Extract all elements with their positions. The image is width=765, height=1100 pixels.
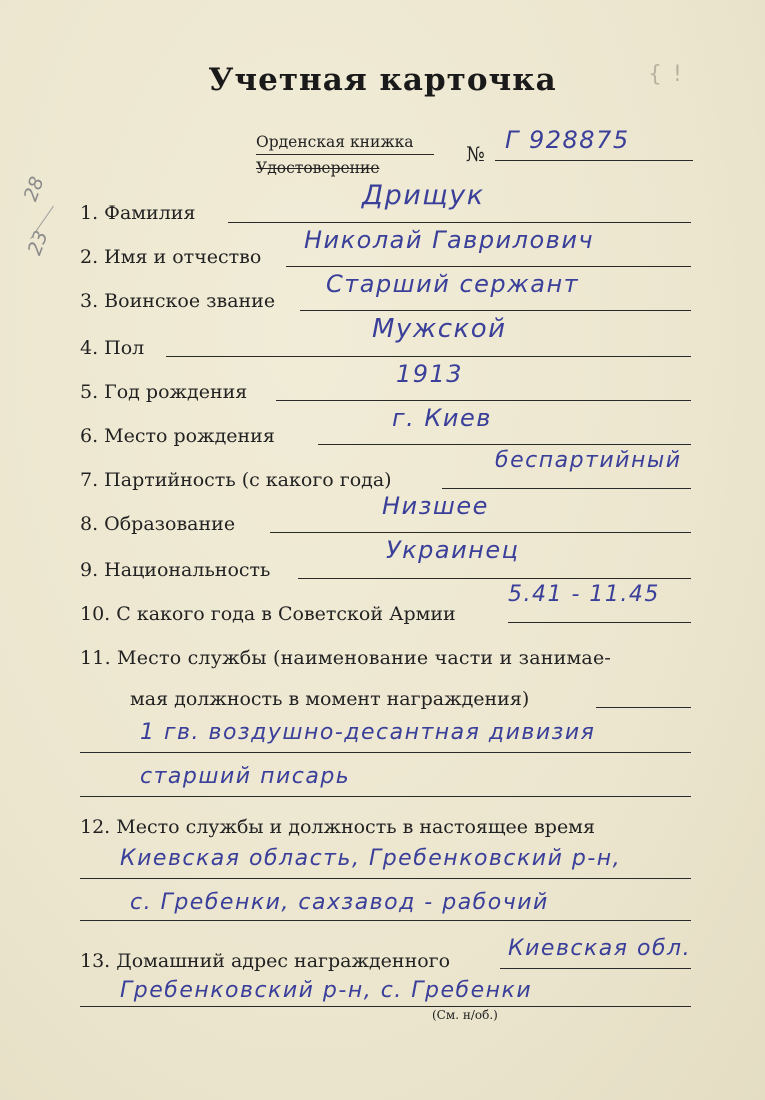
field-12-line1 — [80, 878, 691, 879]
field-11-value-line1[interactable]: 1 гв. воздушно-десантная дивизия — [140, 720, 596, 745]
card-title: Учетная карточка — [208, 62, 557, 98]
field-2-line — [286, 266, 691, 267]
field-3-label: 3. Воинское звание — [80, 290, 276, 312]
corner-stamp: { ! — [648, 62, 684, 87]
field-1-value[interactable]: Дрищук — [362, 180, 485, 211]
footer-see-reverse: (См. н/об.) — [432, 1008, 498, 1022]
field-11-line1 — [80, 752, 691, 753]
field-11-label-line — [596, 707, 691, 708]
doc-type-certificate: Удостоверение — [256, 159, 380, 177]
field-8-label: 8. Образование — [80, 513, 236, 535]
field-4-value[interactable]: Мужской — [372, 314, 507, 344]
field-11-label-line2: мая должность в момент награждения) — [130, 688, 530, 710]
margin-note-top: 28 — [19, 173, 49, 205]
field-3-line — [300, 310, 691, 311]
doc-type-underline — [256, 154, 434, 155]
field-12-line2 — [80, 920, 691, 921]
number-label: № — [466, 142, 485, 166]
field-5-value[interactable]: 1913 — [396, 360, 464, 388]
field-9-label: 9. Национальность — [80, 559, 271, 581]
field-12-value-line1[interactable]: Киевская область, Гребенковский р-н, — [120, 846, 622, 871]
field-8-line — [270, 532, 691, 533]
field-1-label: 1. Фамилия — [80, 202, 196, 224]
field-6-label: 6. Место рождения — [80, 425, 275, 447]
field-13-value-line2[interactable]: Гребенковский р-н, с. Гребенки — [120, 978, 533, 1003]
field-9-line — [298, 578, 691, 579]
order-book-number[interactable]: Г 928875 — [505, 126, 630, 154]
field-12-value-line2[interactable]: с. Гребенки, сахзавод - рабочий — [130, 890, 549, 915]
field-12-label: 12. Место службы и должность в настоящее время — [80, 816, 595, 838]
field-11-line2 — [80, 796, 691, 797]
field-7-label: 7. Партийность (с какого года) — [80, 469, 392, 491]
doc-type-order-book: Орденская книжка — [256, 133, 414, 151]
field-13-line — [500, 968, 691, 969]
field-2-value[interactable]: Николай Гаврилович — [304, 226, 595, 254]
field-4-label: 4. Пол — [80, 337, 145, 359]
field-7-line — [442, 488, 691, 489]
field-11-label-line1: 11. Место службы (наименование части и занимае- — [80, 647, 612, 669]
field-6-line — [318, 444, 691, 445]
field-13-label: 13. Домашний адрес награжденного — [80, 950, 451, 972]
field-8-value[interactable]: Низшее — [382, 492, 489, 520]
field-5-label: 5. Год рождения — [80, 381, 248, 403]
field-9-value[interactable]: Украинец — [386, 536, 520, 564]
field-3-value[interactable]: Старший сержант — [326, 270, 580, 298]
field-13-line2 — [80, 1006, 691, 1007]
field-6-value[interactable]: г. Киев — [392, 404, 492, 432]
field-13-value-line1[interactable]: Киевская обл. — [508, 936, 692, 961]
field-1-line — [228, 222, 691, 223]
field-10-label: 10. С какого года в Советской Армии — [80, 603, 456, 625]
field-10-value[interactable]: 5.41 - 11.45 — [508, 582, 660, 607]
field-10-line — [508, 622, 691, 623]
field-7-value[interactable]: беспартийный — [495, 448, 682, 473]
field-11-value-line2[interactable]: старший писарь — [140, 764, 351, 789]
field-2-label: 2. Имя и отчество — [80, 246, 262, 268]
margin-note-bottom: 23 — [23, 227, 53, 259]
number-line — [495, 160, 693, 161]
field-4-line — [166, 356, 691, 357]
field-5-line — [276, 400, 691, 401]
